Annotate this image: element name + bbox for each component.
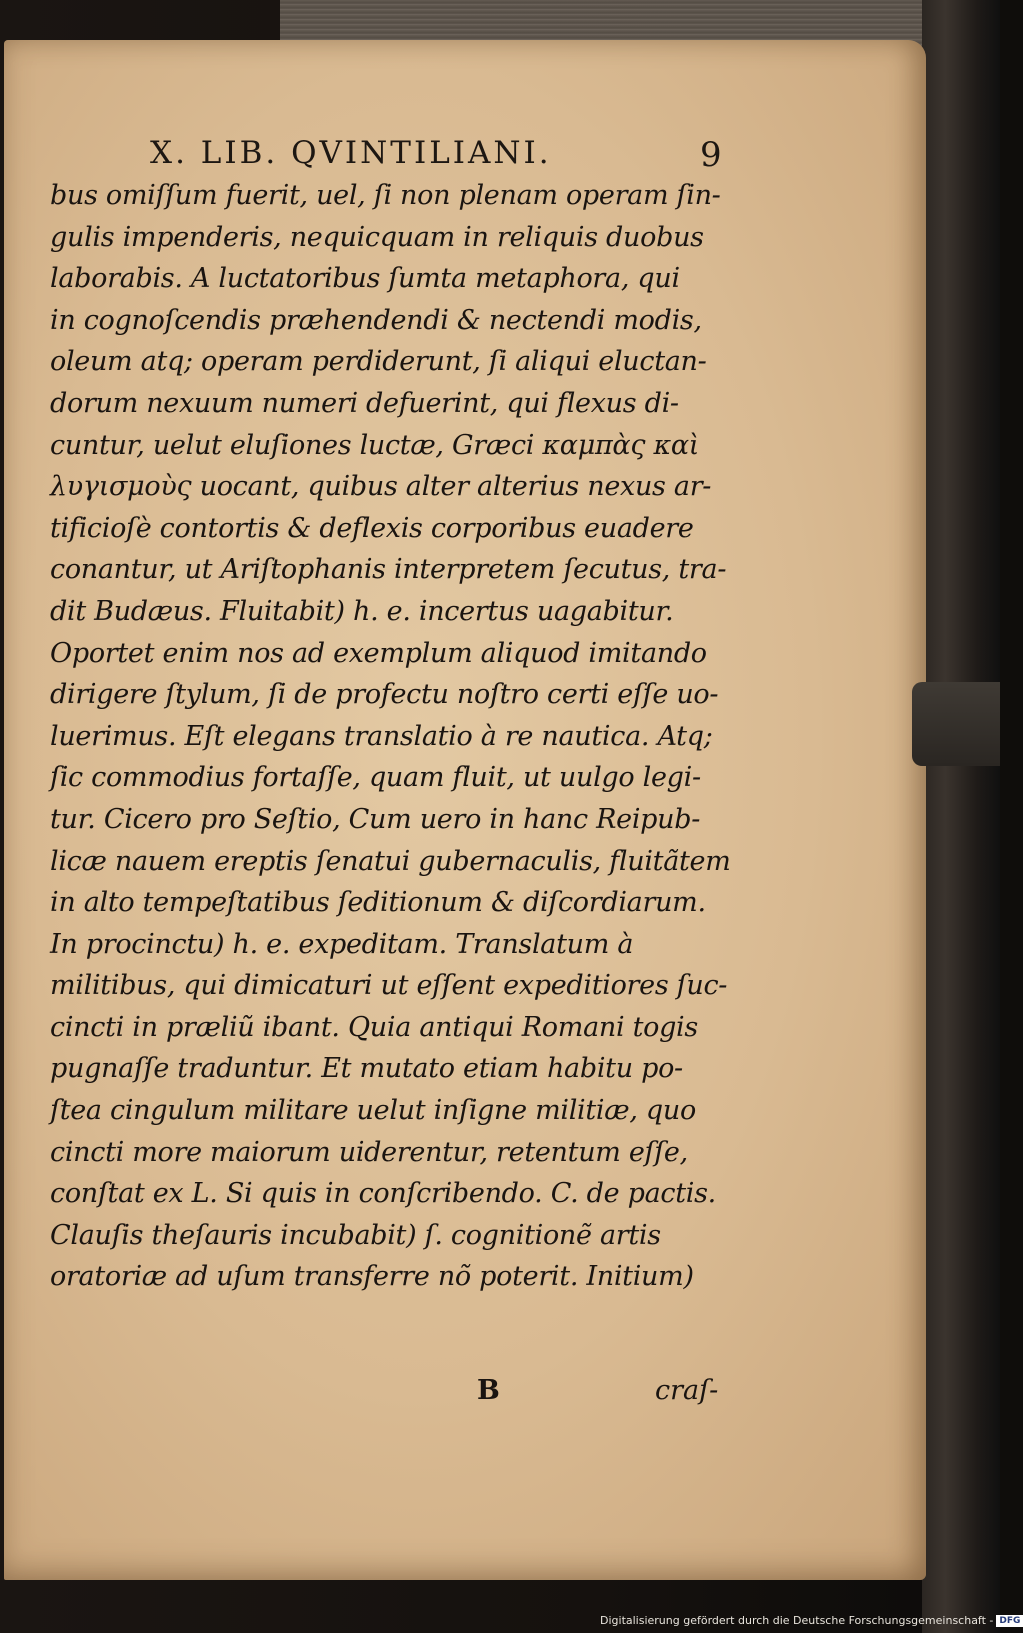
text-line: oratoriæ ad uſum transferre nõ poterit. Initium) [50, 1261, 694, 1293]
text-line: bus omiſſum fuerit, uel, ſi non plenam operam ſin- [50, 180, 721, 211]
text-line: tur. Cicero pro Seſtio, Cum uero in hanc Reipub- [50, 803, 701, 835]
book-clasp [912, 682, 1000, 766]
text-line: dorum nexuum numeri defuerint, qui flexus di- [50, 387, 679, 419]
text-line: Clauſis theſauris incubabit) ſ. cognitionẽ artis [50, 1219, 661, 1251]
text-line: oleum atq; operam perdiderunt, ſi aliqui eluctan- [50, 346, 707, 378]
text-line: pugnaſſe traduntur. Et mutato etiam habitu po- [50, 1053, 683, 1085]
text-line: laborabis. A luctatoribus ſumta metaphora, qui [50, 263, 680, 295]
text-line: ſtea cingulum militare uelut inſigne militiæ, quo [50, 1095, 696, 1127]
dfg-logo: DFG [996, 1615, 1023, 1627]
credit-text: Digitalisierung gefördert durch die Deutsche Forschungsgemeinschaft - [600, 1614, 994, 1627]
text-line: ſic commodius fortaſſe, quam fluit, ut uulgo legi- [50, 762, 701, 794]
text-line: conſtat ex L. Si quis in conſcribendo. C. de pactis. [50, 1178, 716, 1210]
text-line: λυγισμοὺς uocant, quibus alter alterius nexus ar- [50, 471, 712, 503]
book-binding [922, 0, 1000, 1633]
text-line: militibus, qui dimicaturi ut eſſent expeditiores ſuc- [50, 970, 728, 1002]
signature-mark: B [477, 1375, 500, 1406]
text-line: gulis impenderis, nequicquam in reliquis duobus [50, 221, 704, 253]
text-line: licæ nauem ereptis ſenatui gubernaculis, fluitãtem [50, 845, 731, 877]
text-line: cuntur, uelut eluſiones luctæ, Græci καμπὰς καὶ [50, 429, 700, 461]
text-block [50, 175, 730, 1298]
text-line: In procinctu) h. e. expeditam. Translatum à [50, 928, 634, 960]
page-number: 9 [700, 135, 722, 175]
text-line: in cognoſcendis præhendendi & nectendi modis, [50, 304, 702, 336]
text-line: luerimus. Eſt elegans translatio à re nautica. Atq; [50, 720, 713, 752]
text-line: conantur, ut Ariſtophanis interpretem ſecutus, tra- [50, 554, 727, 586]
text-line: Oportet enim nos ad exemplum aliquod imitando [50, 637, 707, 669]
text-line: dit Budæus. Fluitabit) h. e. incertus uagabitur. [50, 595, 674, 627]
text-line: in alto tempeſtatibus ſeditionum & diſcordiarum. [50, 887, 706, 919]
text-line: cincti more maiorum uiderentur, retentum eſſe, [50, 1136, 688, 1168]
text-line: cincti in præliũ ibant. Quia antiqui Romani togis [50, 1011, 698, 1043]
text-line: tificioſè contortis & deflexis corporibus euadere [50, 512, 694, 544]
running-title: X. LIB. QVINTILIANI. [150, 135, 552, 171]
text-line: dirigere ſtylum, ſi de profectu noſtro certi eſſe uo- [50, 679, 719, 711]
digitization-credit [600, 1614, 1021, 1630]
catchword: craſ- [655, 1375, 719, 1406]
